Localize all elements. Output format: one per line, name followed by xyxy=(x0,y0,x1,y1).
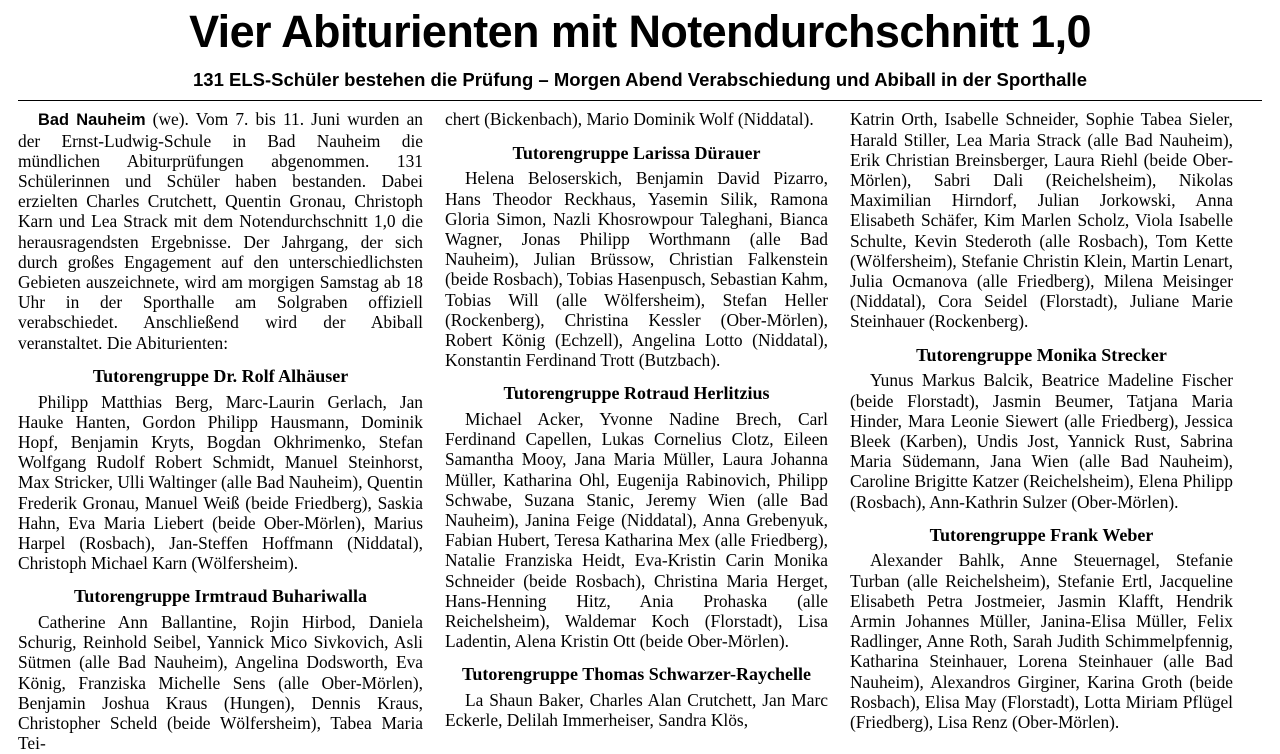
page-title: Vier Abiturienten mit Notendurchschnitt 1,0 xyxy=(189,6,1091,57)
tutor-group-names: Michael Acker, Yvonne Nadine Brech, Carl Ferdinand Capellen, Lukas Cornelius Clotz, Eileen Samantha Mooy, Jana Maria Müller, Laura Johanna Müller, Katharina Ohl, Eugenija Rabinovich, Philipp Schwabe, Suzana Stanic, Jeremy Wien (alle Bad Nauheim), Janina Feige (Niddatal), Anna Grebenyuk, Fabian Hubert, Teresa Katharina Mex (alle Friedberg), Natalie Franziska Heidt, Eva-Kristin Carin Monika Schneider (beide Rosbach), Christina Maria Herget, Hans-Henning Hitz, Ania Prohaska (alle Reichelsheim), Waldemar Koch (Florstadt), Lisa Ladentin, Alena Kristin Ott (beide Ober-Mörlen). xyxy=(445,409,828,652)
article-column-3 xyxy=(828,109,1233,753)
header-divider xyxy=(18,100,1262,101)
tutor-group-heading: Tutorengruppe Monika Strecker xyxy=(916,344,1167,365)
tutor-group-heading: Tutorengruppe Dr. Rolf Alhäuser xyxy=(92,365,349,386)
tutor-group-names: Catherine Ann Ballantine, Rojin Hirbod, Daniela Schurig, Reinhold Seibel, Yannick Mico Sivkovich, Asli Sütmen (alle Bad Nauheim), Angelina Dodsworth, Eva König, Franziska Michelle Sens (alle Ober-Mörlen), Benjamin Joshua Kraus (Hungen), Dennis Kraus, Christopher Scheld (beide Wölfersheim), Tabea Maria Tei- xyxy=(18,612,423,754)
tutor-group-names: Alexander Bahlk, Anne Steuernagel, Stefanie Turban (alle Reichelsheim), Stefanie Ertl, Jacqueline Elisabeth Petra Jostmeier, Jasmin Klafft, Hendrik Armin Johannes Müller, Janina-Elisa Müller, Felix Radlinger, Anne Roth, Sarah Judith Schimmelpfennig, Katharina Steinhauer, Lorena Steinhauer (alle Bad Nauheim), Alexandros Girginer, Karina Groth (beide Rosbach), Elisa May (Florstadt), Lotta Miriam Pflügel (Friedberg), Lisa Renz (Ober-Mörlen). xyxy=(850,550,1233,733)
tutor-group-heading: Tutorengruppe Rotraud Herlitzius xyxy=(503,383,770,404)
article-column-1 xyxy=(18,109,423,753)
continued-names: Katrin Orth, Isabelle Schneider, Sophie Tabea Sieler, Harald Stiller, Lea Maria Strack (alle Bad Nauheim), Erik Christian Breinsberger, Laura Riehl (beide Ober-Mörlen), Sabri Dali (Reichelsheim), Nikolas Maximilian Hirndorf, Julian Jorkowski, Anna Elisabeth Schäfer, Kim Marlen Scholz, Viola Isabelle Schulte, Kevin Stederoth (alle Rosbach), Tom Kette (Wölfersheim), Stefanie Christin Klein, Martin Lenart, Julia Ocmanova (alle Friedberg), Milena Meisinger (Niddatal), Cora Seidel (Florstadt), Juliane Marie Steinhauer (Rockenberg). xyxy=(850,109,1233,332)
tutor-group-heading: Tutorengruppe Irmtraud Buhariwalla xyxy=(73,586,368,607)
dateline: Bad Nauheim xyxy=(38,111,146,130)
tutor-group-names: Helena Beloserskich, Benjamin David Pizarro, Hans Theodor Reckhaus, Yasemin Silik, Ramona Gloria Simon, Nazli Khosrowpour Taleghani, Bianca Wagner, Jonas Philipp Worthmann (alle Bad Nauheim), Julian Brüssow, Christian Falkenstein (beide Rosbach), Tobias Hasenpusch, Sebastian Kahm, Tobias Will (alle Wölfersheim), Stefan Heller (Rockenberg), Christina Kessler (Ober-Mörlen), Robert König (Echzell), Angelina Lotto (Niddatal), Konstantin Ferdinand Trott (Butzbach). xyxy=(445,168,828,371)
tutor-group-names: Philipp Matthias Berg, Marc-Laurin Gerlach, Jan Hauke Hanten, Gordon Philipp Hausmann, Dominik Hopf, Benjamin Kryts, Bogdan Okhrimenko, Stefan Wolfgang Rudolf Robert Schmidt, Manuel Steinhorst, Max Stricker, Ulli Waltinger (alle Bad Nauheim), Quentin Frederik Gronau, Manuel Weiß (beide Friedberg), Saskia Hahn, Eva Maria Liebert (beide Ober-Mörlen), Marius Harpel (Rosbach), Jan-Steffen Hoffmann (Niddatal), Christoph Michael Karn (Wölfersheim). xyxy=(18,391,423,574)
tutor-group-heading: Tutorengruppe Thomas Schwarzer-Raychelle xyxy=(462,664,811,685)
tutor-group-heading: Tutorengruppe Frank Weber xyxy=(929,524,1154,545)
tutor-group-names: La Shaun Baker, Charles Alan Crutchett, Jan Marc Eckerle, Delilah Immerheiser, Sandra Klös, xyxy=(445,690,828,731)
lead-text: (we). Vom 7. bis 11. Juni wurden an der Ernst-Ludwig-Schule in Bad Nauheim die mündlichen Abiturprüfungen abgenommen. 131 Schülerinnen und Schüler haben bestanden. Dabei erzielten Charles Crutchett, Quentin Gronau, Christoph Karn und Lea Strack mit dem Notendurchschnitt 1,0 die herausragendsten Ergebnisse. Der Jahrgang, der sich durch großes Engagement auf den unterschiedlichsten Gebieten auszeichnete, wird am morgigen Samstag ab 18 Uhr in der Sporthalle am Solgraben offiziell verabschiedet. Anschließend wird der Abiball veranstaltet. Die Abiturienten: xyxy=(18,109,423,353)
tutor-group-heading: Tutorengruppe Larissa Dürauer xyxy=(512,142,761,163)
lead-paragraph xyxy=(18,109,423,352)
continued-names: chert (Bickenbach), Mario Dominik Wolf (Niddatal). xyxy=(445,109,814,130)
page-subtitle: 131 ELS-Schüler bestehen die Prüfung – Morgen Abend Verabschiedung und Abiball in der Sporthalle xyxy=(193,69,1087,91)
article-column-2 xyxy=(423,109,828,753)
tutor-group-names: Yunus Markus Balcik, Beatrice Madeline Fischer (beide Florstadt), Jasmin Beumer, Tatjana Maria Hinder, Mara Leonie Siewert (alle Friedberg), Jessica Bleek (Karben), Undis Jost, Yannick Rust, Sabrina Maria Südemann, Jana Wien (alle Bad Nauheim), Caroline Brigitte Katzer (Reichelsheim), Elena Philipp (Rosbach), Ann-Kathrin Sulzer (Ober-Mörlen). xyxy=(850,370,1233,512)
article-columns xyxy=(18,109,1262,753)
